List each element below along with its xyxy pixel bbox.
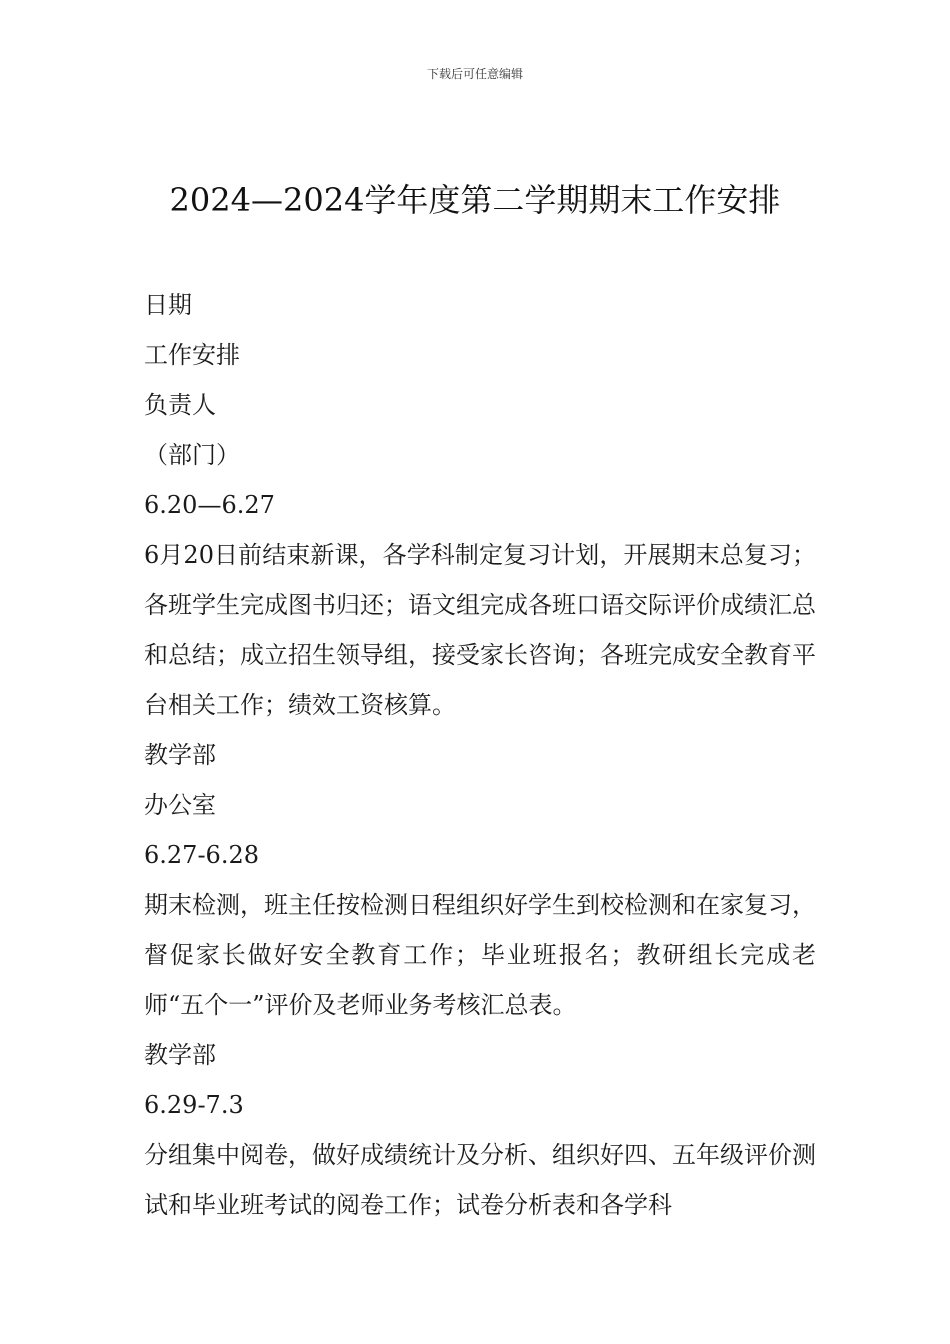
- row-3-date: 6.29-7.3: [144, 1091, 244, 1119]
- row-2-date: 6.27-6.28: [144, 841, 259, 869]
- row-1-work: 6月20日前结束新课，各学科制定复习计划，开展期末总复习；各班学生完成图书归还；语文组完成各班口语交际评价成绩汇总和总结；成立招生领导组，接受家长咨询；各班完成安全教育平台相关工作；绩效工资核算。: [144, 541, 816, 719]
- row-2-owner-1: 教学部: [144, 1041, 216, 1069]
- row-1-date: 6.20—6.27: [144, 491, 275, 519]
- header-note: 下载后可任意编辑: [426, 67, 523, 81]
- column-header-date: 日期: [144, 291, 192, 319]
- document-title: 2024—2024学年度第二学期期末工作安排: [169, 181, 781, 219]
- row-3-work: 分组集中阅卷，做好成绩统计及分析、组织好四、五年级评价测试和毕业班考试的阅卷工作；试卷分析表和各学科: [144, 1141, 816, 1219]
- row-2-work: 期末检测，班主任按检测日程组织好学生到校检测和在家复习，督促家长做好安全教育工作；毕业班报名；教研组长完成老师“五个一”评价及老师业务考核汇总表。: [144, 891, 816, 1019]
- row-1-owner-1: 教学部: [144, 741, 216, 769]
- column-header-owner: 负责人: [144, 391, 216, 419]
- column-header-department: （部门）: [144, 441, 240, 469]
- row-1-owner-2: 办公室: [144, 791, 216, 819]
- schedule-content: [144, 280, 816, 1230]
- column-header-work: 工作安排: [144, 341, 240, 369]
